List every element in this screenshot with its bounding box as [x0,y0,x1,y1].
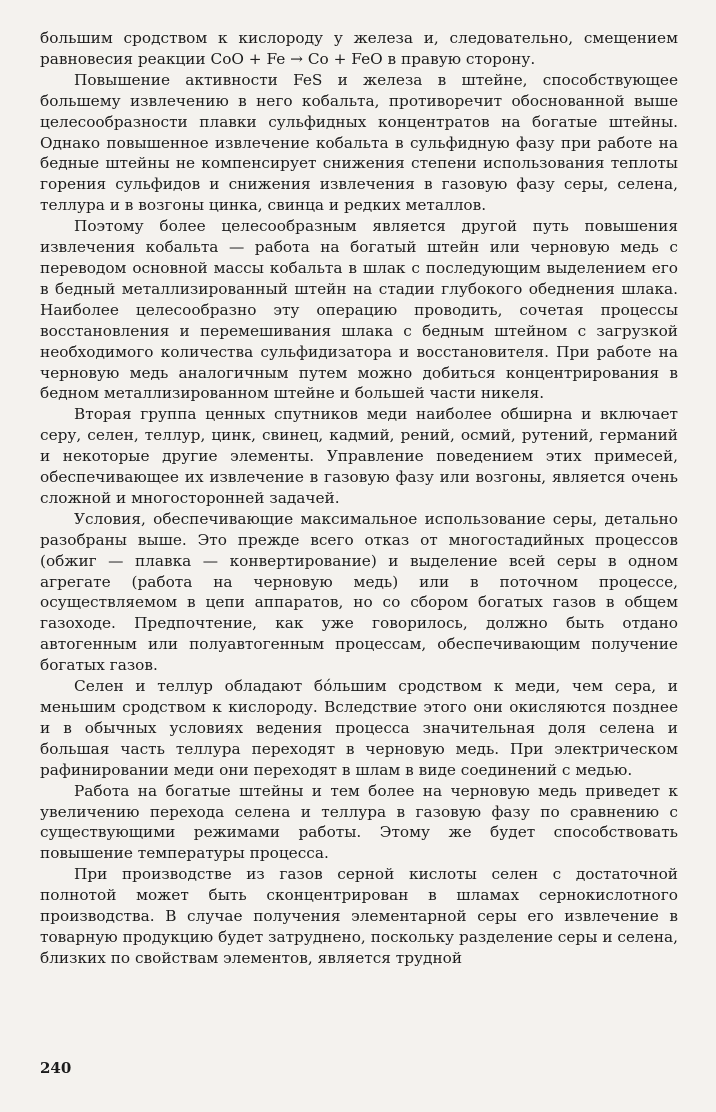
paragraph-2: Повышение активности FeS и железа в штейне, способствующее большему извлечению в него кобальта, противоречит обоснованной выше целесообразности плавки сульфидных концентратов на богатые штейны. Однако повышенное извлечение кобальта в сульфидную фазу при работе на бедные штейны не компенсирует снижения степени использования теплоты горения сульфидов и снижения извлечения в газовую фазу серы, селена, теллура и в возгоны цинка, свинца и редких металлов. [40,70,678,215]
body-text [40,28,678,969]
paragraph-1: большим сродством к кислороду у железа и, следовательно, смещением равновесия реакции CoO + Fe → Co + FeO в правую сторону. [40,29,678,68]
paragraph-6: Селен и теллур обладают бóльшим сродством к меди, чем сера, и меньшим сродством к кислороду. Вследствие этого они окисляются позднее и в обычных условиях ведения процесса значительная доля селена и большая часть теллура переходят в черновую медь. При электрическом рафинировании меди они переходят в шлам в виде соединений с медью. [40,677,678,779]
paragraph-4: Вторая группа ценных спутников меди наиболее обширна и включает серу, селен, теллур, цинк, свинец, кадмий, рений, осмий, рутений, германий и некоторые другие элементы. Управление поведением этих примесей, обеспечивающее их извлечение в газовую фазу или возгоны, является очень сложной и многосторонней задачей. [40,405,678,507]
paragraph-5: Условия, обеспечивающие максимальное использование серы, детально разобраны выше. Это прежде всего отказ от многостадийных процессов (обжиг — плавка — конвертирование) и выделение всей серы в одном агрегате (работа на черновую медь) или в поточном процессе, осуществляемом в цепи аппаратов, но со сбором богатых газов в общем газоходе. Предпочтение, как уже говорилось, должно быть отдано автогенным или полуавтогенным процессам, обеспечивающим получение богатых газов. [40,509,678,675]
paragraph-8: При производстве из газов серной кислоты селен с достаточной полнотой может быть сконцентрирован в шламах сернокислотного производства. В случае получения элементарной серы его извлечение в товарную продукцию будет затруднено, поскольку разделение серы и селена, близких по свойствам элементов, является трудной [40,865,678,967]
paragraph-7: Работа на богатые штейны и тем более на черновую медь приведет к увеличению перехода селена и теллура в газовую фазу по сравнению с существующими режимами работы. Этому же будет способствовать повышение температуры процесса. [40,781,678,863]
page-number: 240 [40,1059,72,1077]
paragraph-3: Поэтому более целесообразным является другой путь повышения извлечения кобальта — работа на богатый штейн или черновую медь с переводом основной массы кобальта в шлак с последующим выделением его в бедный металлизированный штейн на стадии глубокого обеднения шлака. Наиболее целесообразно эту операцию проводить, сочетая процессы восстановления и перемешивания шлака с бедным штейном с загрузкой необходимого количества сульфидизатора и восстановителя. При работе на черновую медь аналогичным путем можно добиться концентрирования в бедном металлизированном штейне и большей части никеля. [40,217,678,403]
